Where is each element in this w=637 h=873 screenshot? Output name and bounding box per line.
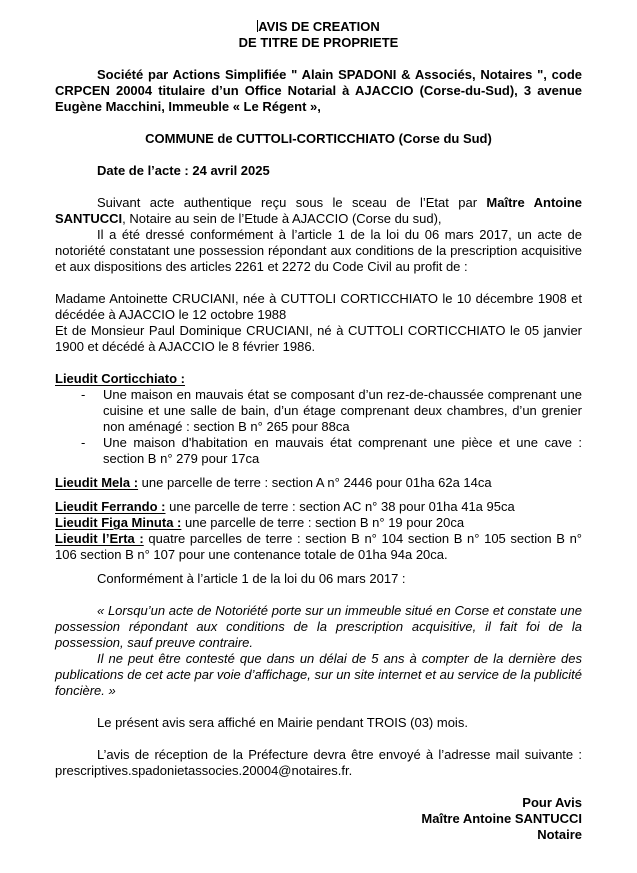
blank-line (55, 587, 582, 603)
lieudit-figa-minuta-line (55, 515, 582, 531)
blank-line (55, 179, 582, 195)
acte-notoriete-paragraph: Il a été dressé conformément à l’article 1 de la loi du 06 mars 2017, un acte de notoriété constatant une possession répondant aux conditions de la prescription acquisitive et aux dispositions des articles 2261 et 2272 du Code Civil au profit de : (55, 227, 582, 274)
blank-line (55, 731, 582, 747)
blank-line (55, 563, 582, 571)
bullet-dash-icon: - (81, 435, 86, 450)
signature-pour-avis: Pour Avis (522, 795, 582, 810)
conformement-line: Conformément à l’article 1 de la loi du 06 mars 2017 : (97, 571, 406, 586)
blank-line (55, 355, 582, 371)
recital-pre: Suivant acte authentique reçu sous le sceau de l’Etat par (97, 195, 487, 210)
lieudit-mela-line (55, 475, 582, 491)
lieudit-erta-text: quatre parcelles de terre : section B n° 104 section B n° 105 section B n° 106 section B n° 107 pour une contenance totale de 01ha 94a 20ca. (55, 531, 583, 562)
lieudit-corticchiato-heading (55, 371, 582, 387)
blank-line (55, 779, 582, 795)
beneficiary1-paragraph: Madame Antoinette CRUCIANI, née à CUTTOLI CORTICCHIATO le 10 décembre 1908 et décédée à AJACCIO le 12 octobre 1988 (55, 291, 582, 322)
bullet-dash-icon: - (81, 387, 86, 402)
list-item (55, 435, 582, 467)
lieudit-ferrando-line (55, 499, 582, 515)
blank-line (55, 147, 582, 163)
blank-line (55, 467, 582, 475)
date-line: Date de l’acte : 24 avril 2025 (97, 163, 270, 178)
lieudit-erta-label: Lieudit l’Erta : (55, 531, 144, 546)
document-title-line1 (55, 19, 582, 35)
lieudit-figa-minuta-label: Lieudit Figa Minuta : (55, 515, 182, 530)
beneficiary2-paragraph: Et de Monsieur Paul Dominique CRUCIANI, né à CUTTOLI CORTICCHIATO le 05 janvier 1900 et décédé à AJACCIO le 8 février 1986. (55, 323, 582, 354)
lieudit-mela-label: Lieudit Mela : (55, 475, 139, 490)
lieudit-mela-text: une parcelle de terre : section A n° 2446 pour 01ha 62a 14ca (138, 475, 492, 490)
blank-line (55, 275, 582, 291)
lieudit-ferrando-text: une parcelle de terre : section AC n° 38 pour 01ha 41a 95ca (165, 499, 515, 514)
document-title-line2: DE TITRE DE PROPRIETE (238, 35, 399, 50)
lieudit-corticchiato-label: Lieudit Corticchiato : (55, 371, 185, 386)
list-item (55, 387, 582, 435)
notary-name-bold: Maître Antoine SANTUCCI (55, 195, 582, 226)
lieudit-figa-minuta-text: une parcelle de terre : section B n° 19 pour 20ca (181, 515, 465, 530)
blank-line (55, 115, 582, 131)
blank-line (55, 699, 582, 715)
lieudit-erta-line (55, 531, 582, 563)
notary-office-paragraph: Société par Actions Simplifiée " Alain SPADONI & Associés, Notaires ", code CRPCEN 20004 titulaire d’un Office Notarial à AJACCIO (Corse-du-Sud), 3 avenue Eugène Macchini, Immeuble « Le Régent », (55, 67, 582, 114)
signature-title: Notaire (537, 827, 582, 842)
title-text-1: AVIS DE CREATION (258, 19, 380, 34)
list-item-text: Une maison en mauvais état se composant d’un rez-de-chaussée comprenant une cuisine et une salle de bain, d’un étage comprenant deux chambres, d’un grenier non aménagé : section B n° 265 pour 88ca (103, 387, 582, 434)
legal-quote-paragraph1: « Lorsqu’un acte de Notoriété porte sur un immeuble situé en Corse et constate une possession répondant aux conditions de la prescription acquisitive, il fait foi de la possession, sauf preuve contraire. (55, 603, 582, 650)
signature-notary-name: Maître Antoine SANTUCCI (421, 811, 582, 826)
blank-line (55, 51, 582, 67)
blank-line (55, 491, 582, 499)
lieudit-ferrando-label: Lieudit Ferrando : (55, 499, 166, 514)
recital-paragraph (55, 195, 582, 227)
list-item-text: Une maison d'habitation en mauvais état comprenant une pièce et une cave : section B n° 279 pour 17ca (103, 435, 582, 466)
recital-post: , Notaire au sein de l’Etude à AJACCIO (Corse du sud), (122, 211, 442, 226)
legal-quote-paragraph2: Il ne peut être contesté que dans un délai de 5 ans à compter de la dernière des publications de cet acte par voie d’affichage, sur un site internet et au service de la publicité foncière. » (55, 651, 582, 698)
reception-paragraph: L’avis de réception de la Préfecture devra être envoyé à l’adresse mail suivante : prescriptives.spadonietassocies.20004@notaires.fr. (55, 747, 582, 778)
commune-line: COMMUNE de CUTTOLI-CORTICCHIATO (Corse du Sud) (145, 131, 492, 146)
affichage-line: Le présent avis sera affiché en Mairie pendant TROIS (03) mois. (97, 715, 468, 730)
